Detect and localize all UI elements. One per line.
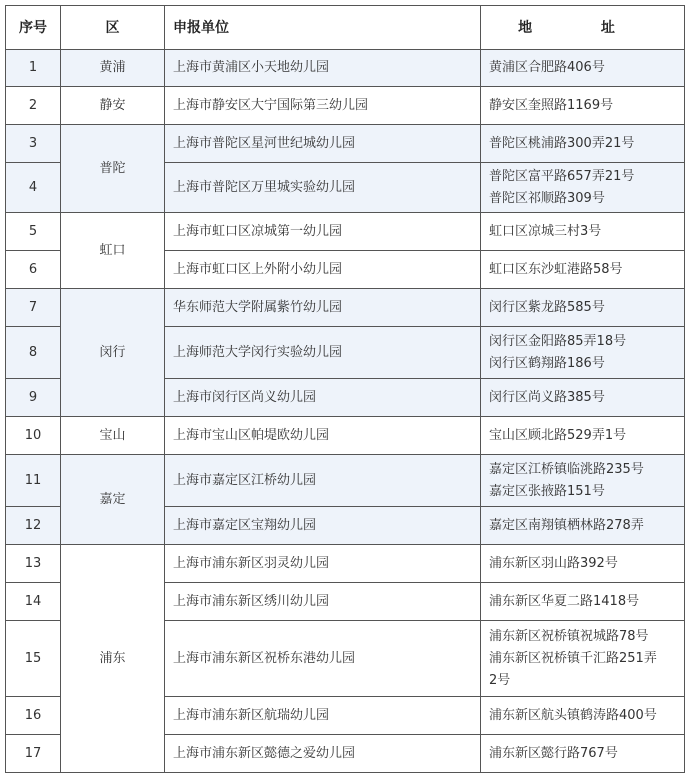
table-row xyxy=(6,417,685,455)
address-cell xyxy=(481,125,685,163)
address-line: 嘉定区南翔镇栖林路278弄 xyxy=(489,517,644,533)
table-row xyxy=(6,289,685,327)
table-row xyxy=(6,125,685,163)
unit-cell: 上海市嘉定区江桥幼儿园 xyxy=(165,455,481,507)
address-cell xyxy=(481,735,685,773)
address-line: 普陀区祁顺路309号 xyxy=(489,190,605,206)
seq-cell: 10 xyxy=(6,417,61,455)
address-cell xyxy=(481,417,685,455)
unit-cell: 上海市宝山区帕堤欧幼儿园 xyxy=(165,417,481,455)
address-line: 闵行区尚义路385号 xyxy=(489,389,605,405)
district-cell: 闵行 xyxy=(61,289,165,417)
seq-cell: 14 xyxy=(6,583,61,621)
header-unit: 申报单位 xyxy=(165,6,481,50)
address-cell xyxy=(481,251,685,289)
address-cell xyxy=(481,545,685,583)
unit-cell: 上海市普陀区星河世纪城幼儿园 xyxy=(165,125,481,163)
address-cell xyxy=(481,455,685,507)
address-line: 宝山区顾北路529弄1号 xyxy=(489,427,627,443)
address-cell xyxy=(481,50,685,87)
address-line: 虹口区东沙虹港路58号 xyxy=(489,261,623,277)
table-row xyxy=(6,455,685,507)
seq-cell: 4 xyxy=(6,163,61,213)
table-row xyxy=(6,87,685,125)
kindergarten-table xyxy=(5,5,685,773)
address-line: 闵行区金阳路85弄18号 xyxy=(489,333,627,349)
address-line: 浦东新区羽山路392号 xyxy=(489,555,618,571)
district-cell: 黄浦 xyxy=(61,50,165,87)
seq-cell: 3 xyxy=(6,125,61,163)
district-cell: 虹口 xyxy=(61,213,165,289)
unit-cell: 上海市浦东新区航瑞幼儿园 xyxy=(165,697,481,735)
seq-cell: 8 xyxy=(6,327,61,379)
seq-cell: 11 xyxy=(6,455,61,507)
table-row xyxy=(6,50,685,87)
district-cell: 浦东 xyxy=(61,545,165,773)
table-row xyxy=(6,545,685,583)
address-line: 黄浦区合肥路406号 xyxy=(489,60,605,75)
address-line: 浦东新区祝桥镇祝城路78号 xyxy=(489,628,649,644)
seq-cell: 1 xyxy=(6,50,61,87)
seq-cell: 16 xyxy=(6,697,61,735)
unit-cell: 上海市浦东新区羽灵幼儿园 xyxy=(165,545,481,583)
district-cell: 普陀 xyxy=(61,125,165,213)
seq-cell: 15 xyxy=(6,621,61,697)
seq-cell: 7 xyxy=(6,289,61,327)
header-address-label: 地 址 xyxy=(518,19,647,36)
header-row xyxy=(6,6,685,50)
unit-cell: 上海市普陀区万里城实验幼儿园 xyxy=(165,163,481,213)
table-body xyxy=(6,50,685,773)
seq-cell: 2 xyxy=(6,87,61,125)
unit-cell: 上海市浦东新区祝桥东港幼儿园 xyxy=(165,621,481,697)
seq-cell: 13 xyxy=(6,545,61,583)
address-line: 普陀区富平路657弄21号 xyxy=(489,168,635,184)
address-cell xyxy=(481,213,685,251)
address-line: 浦东新区懿行路767号 xyxy=(489,745,618,761)
header-address xyxy=(481,6,685,50)
address-line: 嘉定区江桥镇临洮路235号 xyxy=(489,461,644,477)
district-cell: 静安 xyxy=(61,87,165,125)
address-cell xyxy=(481,507,685,545)
address-line: 静安区奎照路1169号 xyxy=(489,97,614,113)
unit-cell: 华东师范大学附属紫竹幼儿园 xyxy=(165,289,481,327)
district-cell: 嘉定 xyxy=(61,455,165,545)
unit-cell: 上海市浦东新区懿德之爱幼儿园 xyxy=(165,735,481,773)
address-line: 嘉定区张掖路151号 xyxy=(489,483,605,499)
unit-cell: 上海师范大学闵行实验幼儿园 xyxy=(165,327,481,379)
address-cell xyxy=(481,327,685,379)
address-line: 闵行区鹤翔路186号 xyxy=(489,355,605,371)
address-cell xyxy=(481,289,685,327)
address-cell xyxy=(481,163,685,213)
header-district: 区 xyxy=(61,6,165,50)
seq-cell: 17 xyxy=(6,735,61,773)
header-seq: 序号 xyxy=(6,6,61,50)
unit-cell: 上海市虹口区上外附小幼儿园 xyxy=(165,251,481,289)
address-cell xyxy=(481,697,685,735)
address-cell xyxy=(481,583,685,621)
seq-cell: 6 xyxy=(6,251,61,289)
address-line: 普陀区桃浦路300弄21号 xyxy=(489,135,635,151)
address-cell xyxy=(481,379,685,417)
table-row xyxy=(6,213,685,251)
address-cell xyxy=(481,87,685,125)
seq-cell: 5 xyxy=(6,213,61,251)
address-line: 2号 xyxy=(489,672,511,688)
address-cell xyxy=(481,621,685,697)
address-line: 闵行区紫龙路585号 xyxy=(489,299,605,315)
unit-cell: 上海市静安区大宁国际第三幼儿园 xyxy=(165,87,481,125)
unit-cell: 上海市浦东新区绣川幼儿园 xyxy=(165,583,481,621)
district-cell: 宝山 xyxy=(61,417,165,455)
address-line: 浦东新区航头镇鹤涛路400号 xyxy=(489,707,657,723)
seq-cell: 12 xyxy=(6,507,61,545)
unit-cell: 上海市闵行区尚义幼儿园 xyxy=(165,379,481,417)
seq-cell: 9 xyxy=(6,379,61,417)
unit-cell: 上海市黄浦区小天地幼儿园 xyxy=(165,50,481,87)
unit-cell: 上海市虹口区凉城第一幼儿园 xyxy=(165,213,481,251)
address-line: 浦东新区祝桥镇千汇路251弄 xyxy=(489,650,657,666)
address-line: 虹口区凉城三村3号 xyxy=(489,223,602,239)
unit-cell: 上海市嘉定区宝翔幼儿园 xyxy=(165,507,481,545)
address-line: 浦东新区华夏二路1418号 xyxy=(489,593,640,609)
